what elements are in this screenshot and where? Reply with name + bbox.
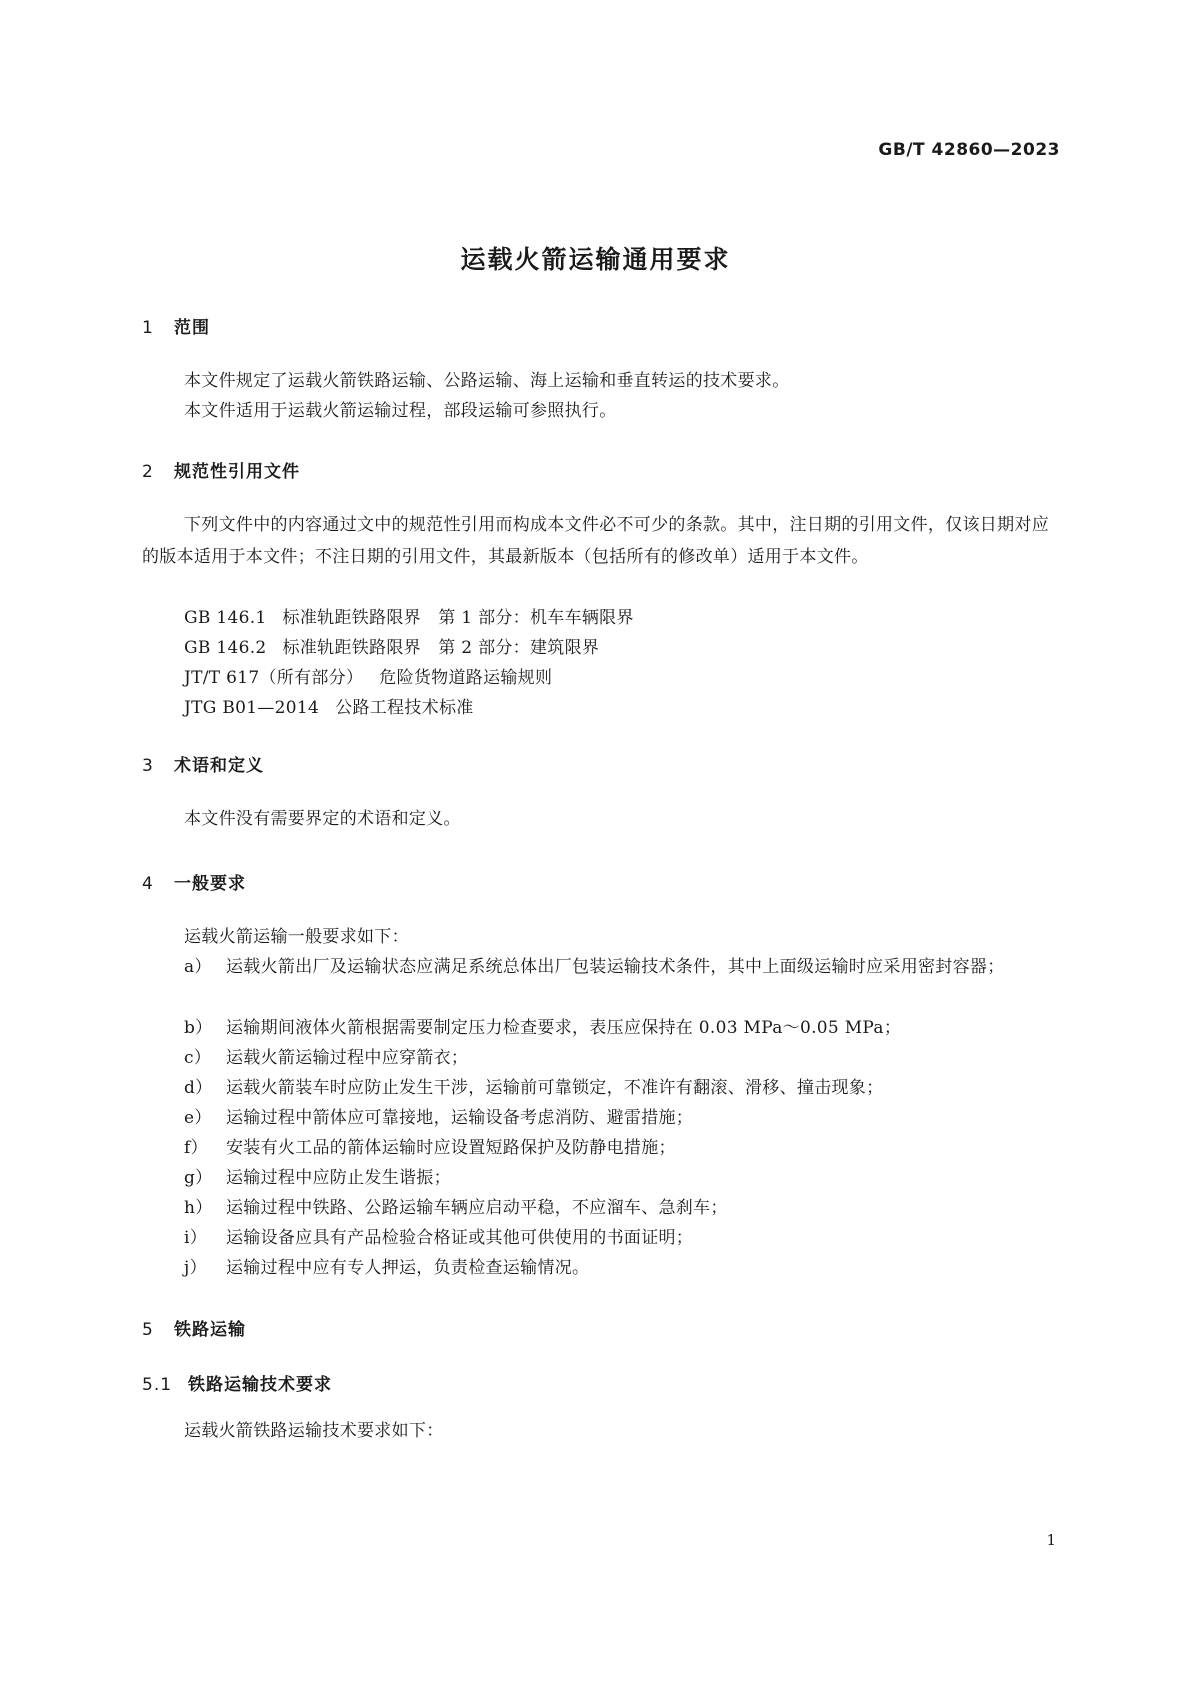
paragraph: 本文件规定了运载火箭铁路运输、公路运输、海上运输和垂直转运的技术要求。 — [184, 371, 790, 391]
document-title: 运载火箭运输通用要求 — [460, 245, 731, 274]
section-number: 1 — [142, 318, 154, 338]
list-text: 运输设备应具有产品检验合格证或其他可供使用的书面证明； — [226, 1228, 694, 1248]
section-title: 范围 — [174, 318, 210, 338]
reference-title: 标准轨距铁路限界 第 2 部分：建筑限界 — [282, 638, 600, 658]
list-marker: j） — [184, 1258, 207, 1278]
section-4-heading — [142, 869, 246, 894]
list-marker: f） — [184, 1138, 208, 1158]
paragraph: 运载火箭运输一般要求如下： — [184, 927, 409, 947]
list-item — [184, 1222, 1062, 1254]
reference-title: 标准轨距铁路限界 第 1 部分：机车车辆限界 — [282, 608, 634, 628]
list-item — [184, 1012, 1062, 1044]
section-2-heading — [142, 457, 300, 482]
reference-code: GB 146.1 — [184, 608, 267, 628]
list-marker: i） — [184, 1228, 208, 1248]
subsection-5-1-heading — [142, 1370, 332, 1395]
paragraph: 本文件没有需要界定的术语和定义。 — [184, 809, 461, 829]
normative-reference — [184, 693, 474, 718]
section-title: 术语和定义 — [174, 756, 264, 776]
paragraph: 运载火箭铁路运输技术要求如下： — [184, 1421, 444, 1441]
list-text: 运输过程中应有专人押运，负责检查运输情况。 — [226, 1258, 590, 1278]
subsection-title: 铁路运输技术要求 — [188, 1375, 332, 1395]
reference-title: 公路工程技术标准 — [335, 698, 474, 718]
section-title: 铁路运输 — [174, 1320, 246, 1340]
list-item — [184, 1042, 1062, 1074]
list-item — [184, 1102, 1062, 1134]
list-text: 运载火箭运输过程中应穿箭衣； — [226, 1048, 469, 1068]
list-item — [184, 1072, 1062, 1104]
list-item — [184, 1132, 1062, 1164]
normative-reference — [184, 663, 552, 688]
reference-code: JTG B01—2014 — [184, 698, 320, 718]
list-marker: b） — [184, 1018, 213, 1038]
section-number: 2 — [142, 462, 154, 482]
section-5-heading — [142, 1315, 246, 1340]
list-item — [184, 1162, 1062, 1194]
normative-reference — [184, 603, 634, 628]
section-title: 规范性引用文件 — [174, 462, 300, 482]
list-text: 运载火箭出厂及运输状态应满足系统总体出厂包装运输技术条件，其中上面级运输时应采用密封容器； — [226, 957, 1005, 977]
section-title: 一般要求 — [174, 874, 246, 894]
list-item — [184, 1252, 1062, 1284]
section-1-heading — [142, 313, 210, 338]
reference-code: GB 146.2 — [184, 638, 267, 658]
paragraph: 本文件适用于运载火箭运输过程，部段运输可参照执行。 — [184, 401, 617, 421]
list-text: 运输期间液体火箭根据需要制定压力检查要求，表压应保持在 0.03 MPa～0.05 MPa； — [226, 1018, 902, 1038]
section-3-heading — [142, 751, 264, 776]
list-marker: c） — [184, 1048, 212, 1068]
list-item — [184, 951, 1062, 983]
standard-code: GB/T 42860—2023 — [878, 140, 1060, 160]
reference-code: JT/T 617（所有部分） — [184, 668, 364, 688]
normative-reference — [184, 633, 599, 658]
page-number: 1 — [1046, 1531, 1056, 1549]
section-number: 5 — [142, 1320, 154, 1340]
paragraph: 下列文件中的内容通过文中的规范性引用而构成本文件必不可少的条款。其中，注日期的引用文件，仅该日期对应的版本适用于本文件；不注日期的引用文件，其最新版本（包括所有的修改单）适用于本文件。 — [142, 515, 1049, 567]
list-marker: a） — [184, 957, 212, 977]
list-text: 安装有火工品的箭体运输时应设置短路保护及防静电措施； — [226, 1138, 676, 1158]
section-number: 4 — [142, 874, 154, 894]
section-number: 3 — [142, 756, 154, 776]
list-marker: d） — [184, 1078, 213, 1098]
subsection-number: 5.1 — [142, 1375, 173, 1395]
list-item — [184, 1192, 1062, 1224]
list-text: 运输过程中铁路、公路运输车辆应启动平稳，不应溜车、急刹车； — [226, 1198, 728, 1218]
list-marker: h） — [184, 1198, 213, 1218]
list-marker: g） — [184, 1168, 213, 1188]
list-text: 运输过程中箭体应可靠接地，运输设备考虑消防、避雷措施； — [226, 1108, 694, 1128]
list-text: 运载火箭装车时应防止发生干涉，运输前可靠锁定，不准许有翻滚、滑移、撞击现象； — [226, 1078, 884, 1098]
reference-title: 危险货物道路运输规则 — [379, 668, 553, 688]
list-text: 运输过程中应防止发生谐振； — [226, 1168, 451, 1188]
list-marker: e） — [184, 1108, 212, 1128]
